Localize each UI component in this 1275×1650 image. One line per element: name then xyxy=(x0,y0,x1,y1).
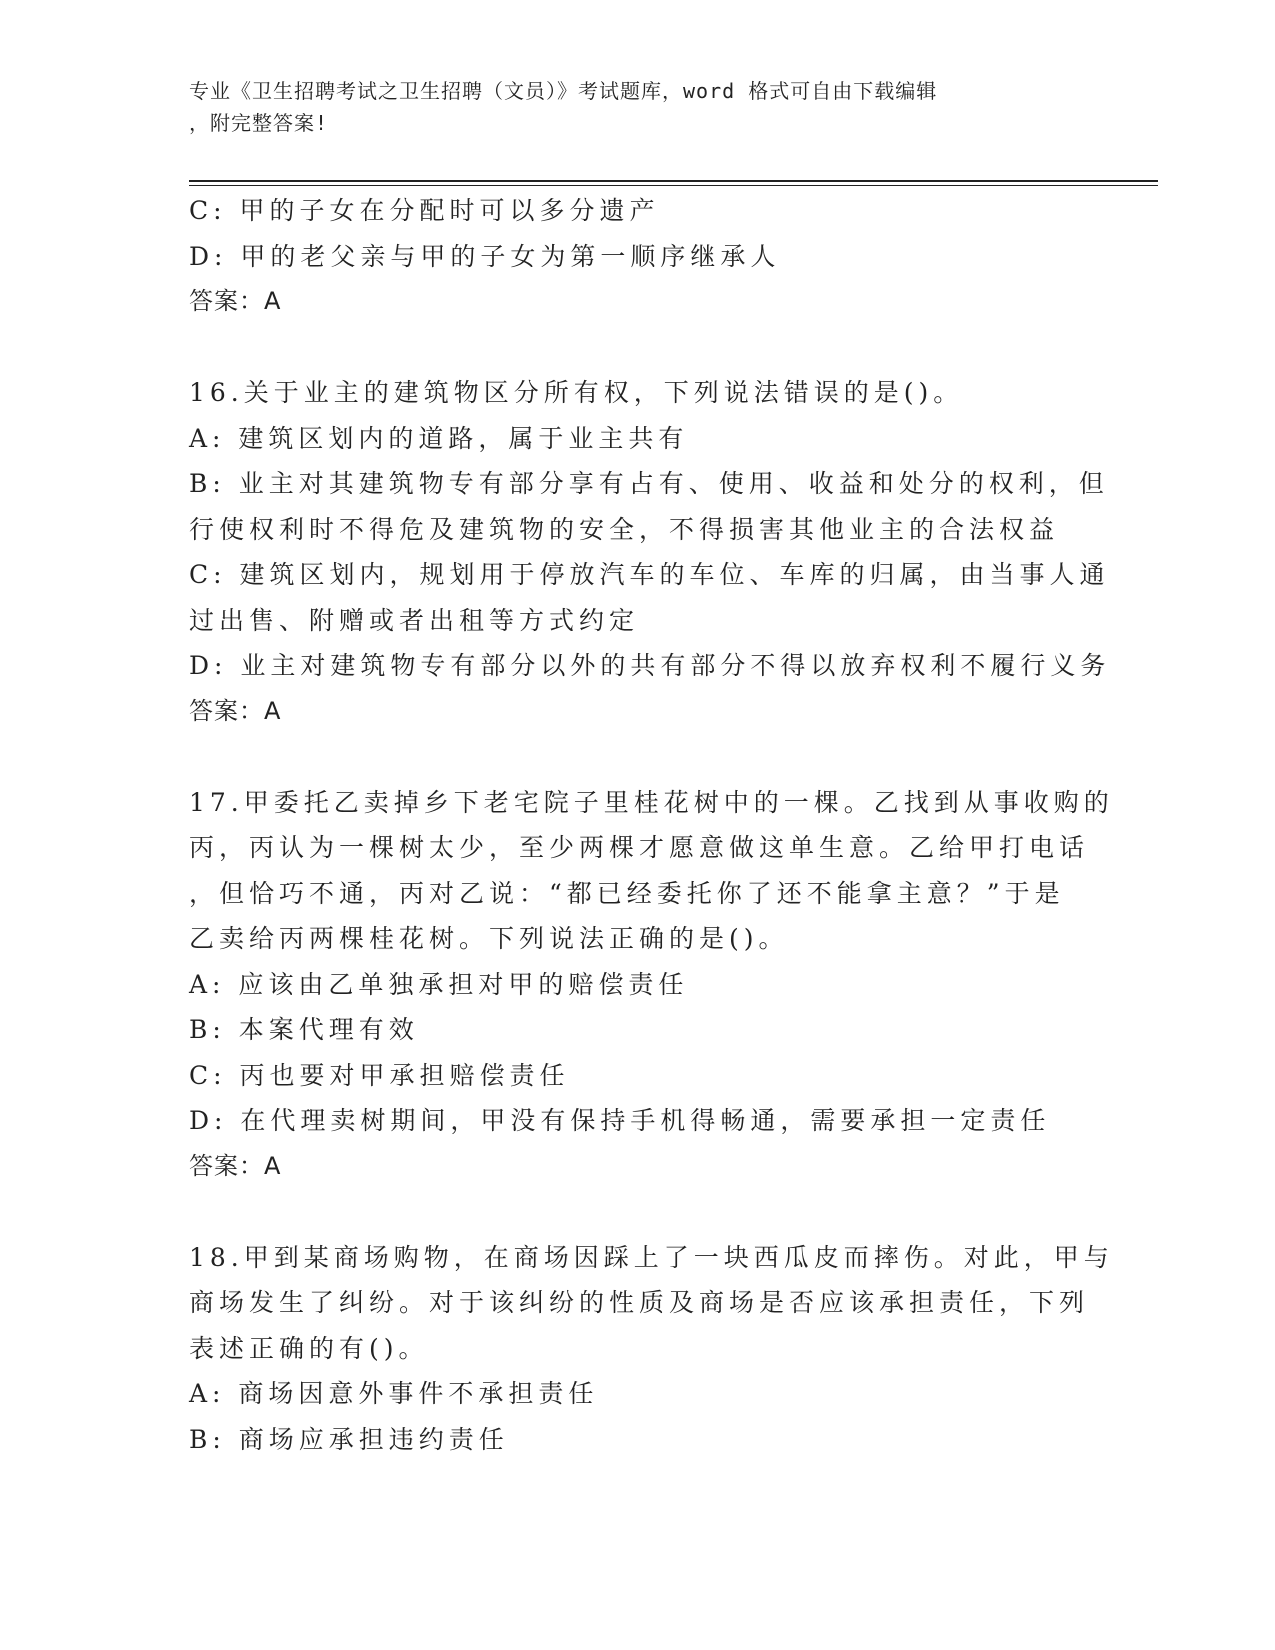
spacer xyxy=(189,1189,1089,1235)
header-rule-thick xyxy=(189,180,1158,182)
q15-option-c: C: 甲的子女在分配时可以多分遗产 xyxy=(189,196,660,225)
q15-option-d: D: 甲的老父亲与甲的子女为第一顺序继承人 xyxy=(189,241,781,271)
q18-stem-line-1: 18.甲到某商场购物，在商场因踩上了一块西瓜皮而摔伤。对此，甲与 xyxy=(189,1242,1114,1272)
q17-stem-line-2: 丙，丙认为一棵树太少，至少两棵才愿意做这单生意。乙给甲打电话 xyxy=(189,833,1090,862)
q15-answer: 答案：A xyxy=(189,287,282,315)
question-15-tail xyxy=(189,188,1089,325)
q17-answer: 答案：A xyxy=(189,1151,282,1180)
q16-option-d: D: 业主对建筑物专有部分以外的共有部分不得以放弃权利不履行义务 xyxy=(189,651,1111,680)
question-16 xyxy=(189,370,1111,734)
q16-stem: 16.关于业主的建筑物区分所有权，下列说法错误的是()。 xyxy=(189,378,964,407)
q18-stem-line-3: 表述正确的有()。 xyxy=(189,1333,429,1363)
question-content xyxy=(189,188,1114,1462)
q18-option-b: B: 商场应承担违约责任 xyxy=(189,1424,509,1454)
q17-stem-line-1: 17.甲委托乙卖掉乡下老宅院子里桂花树中的一棵。乙找到从事收购的 xyxy=(189,787,1114,817)
q17-option-b: B: 本案代理有效 xyxy=(189,1015,419,1044)
q16-option-c-line-1: C: 建筑区划内，规划用于停放汽车的车位、车库的归属，由当事人通 xyxy=(189,560,1110,589)
q16-answer: 答案：A xyxy=(189,696,282,725)
q17-option-d: D: 在代理卖树期间，甲没有保持手机得畅通，需要承担一定责任 xyxy=(189,1106,1051,1135)
header-line-2: ，附完整答案! xyxy=(189,111,329,135)
q16-option-b-line-2: 行使权利时不得危及建筑物的安全，不得损害其他业主的合法权益 xyxy=(189,514,1060,544)
q16-option-b-line-1: B: 业主对其建筑物专有部分享有占有、使用、收益和处分的权利，但 xyxy=(189,469,1109,498)
question-18 xyxy=(189,1235,1114,1463)
spacer xyxy=(189,734,1089,780)
q17-option-a: A: 应该由乙单独承担对甲的赔偿责任 xyxy=(189,969,689,999)
q17-option-c: C: 丙也要对甲承担赔偿责任 xyxy=(189,1060,570,1090)
header-rule-thin xyxy=(189,185,1158,186)
question-17 xyxy=(189,780,1114,1190)
q16-option-a: A: 建筑区划内的道路，属于业主共有 xyxy=(189,423,689,453)
q18-option-a: A: 商场因意外事件不承担责任 xyxy=(189,1379,599,1408)
header-line-1: 专业《卫生招聘考试之卫生招聘（文员）》考试题库，word 格式可自由下载编辑 xyxy=(189,79,938,103)
document-header xyxy=(189,75,1089,139)
q17-stem-line-4: 乙卖给丙两棵桂花树。下列说法正确的是()。 xyxy=(189,924,789,953)
q16-option-c-line-2: 过出售、附赠或者出租等方式约定 xyxy=(189,605,640,635)
q18-stem-line-2: 商场发生了纠纷。对于该纠纷的性质及商场是否应该承担责任，下列 xyxy=(189,1288,1090,1317)
spacer xyxy=(189,325,1089,371)
q17-stem-line-3: ，但恰巧不通，丙对乙说：“都已经委托你了还不能拿主意？”于是 xyxy=(189,878,1065,908)
